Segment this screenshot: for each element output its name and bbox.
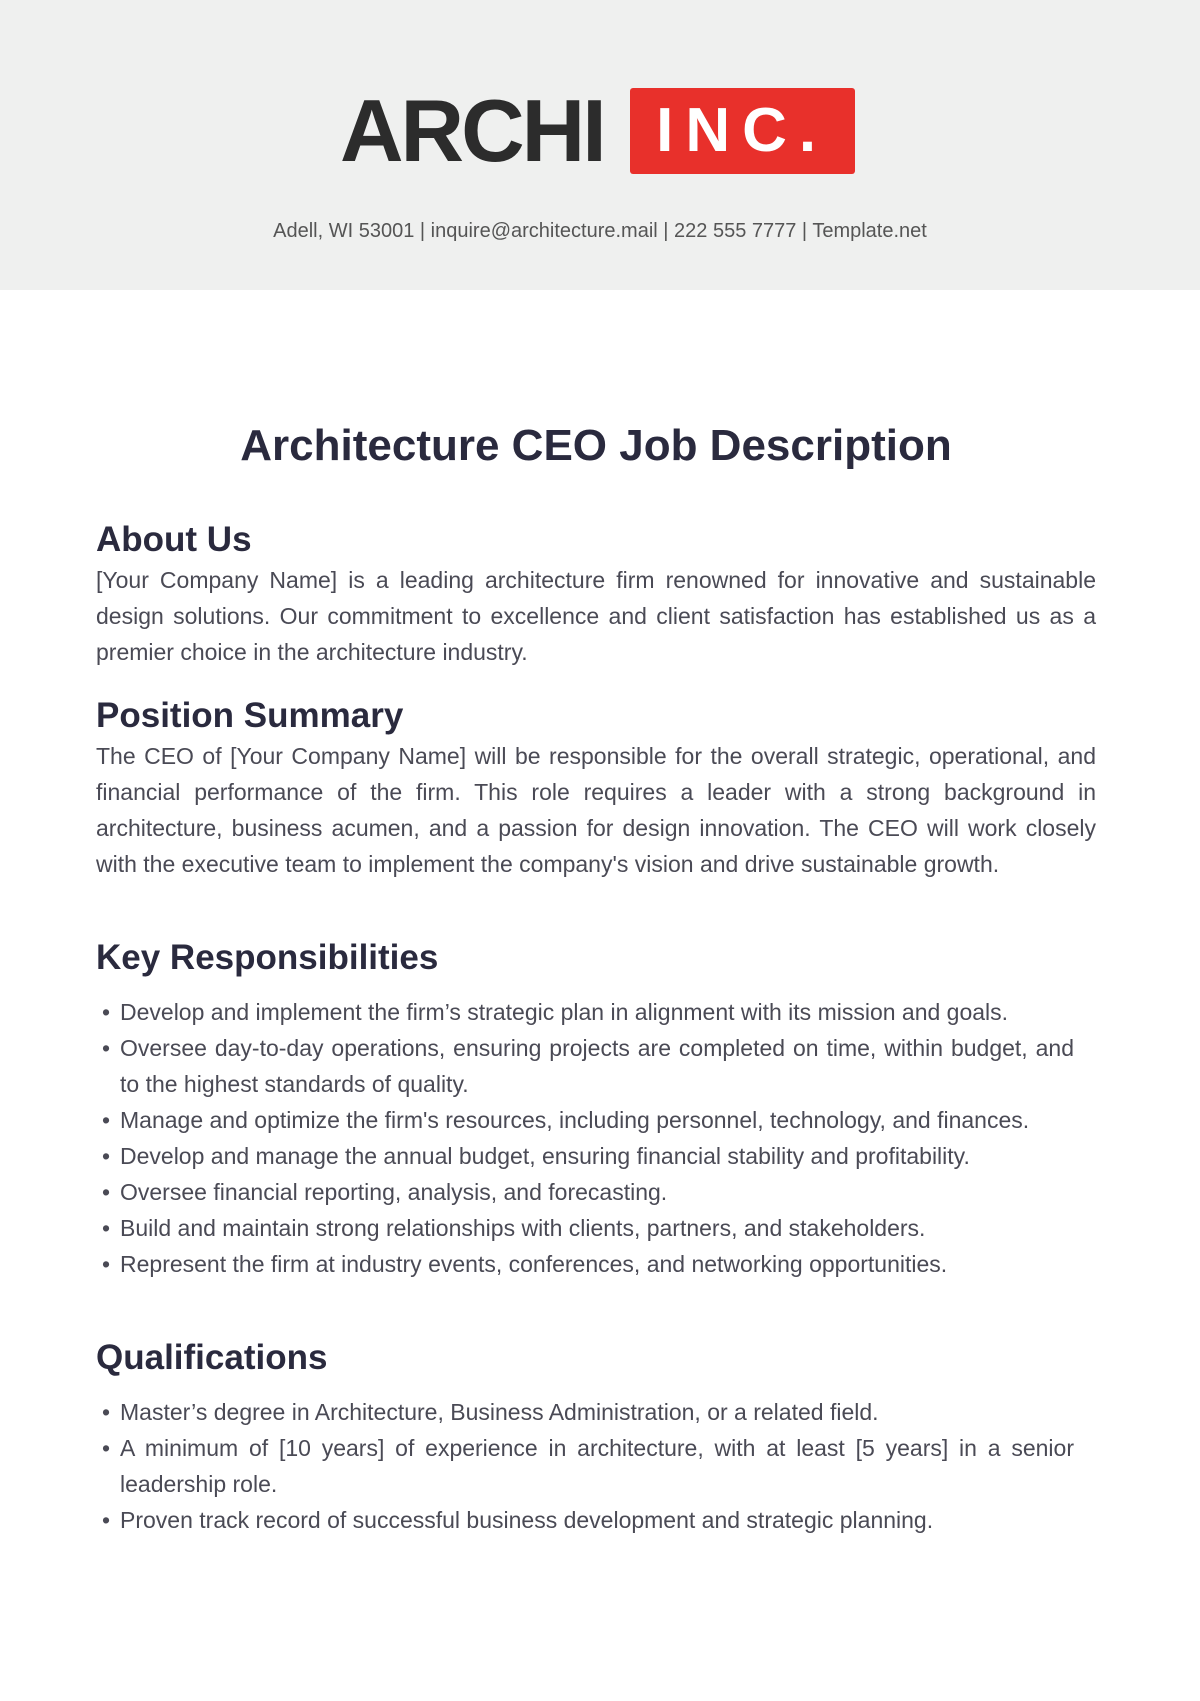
- document-body: [96, 290, 1096, 1538]
- document-title: Architecture CEO Job Description: [240, 421, 952, 470]
- list-item: • A minimum of [10 years] of experience in architecture, with at least [5 years] in a senior leadership role.: [96, 1430, 1074, 1502]
- contact-line: Adell, WI 53001 | inquire@architecture.mail | 222 555 7777 | Template.net: [273, 220, 927, 242]
- logo-badge: INC.: [630, 88, 855, 174]
- company-logo: [340, 81, 855, 180]
- section-heading-about: About Us: [96, 520, 252, 559]
- list-item: • Develop and implement the firm’s strategic plan in alignment with its mission and goals.: [96, 994, 1074, 1030]
- list-item: • Manage and optimize the firm's resources, including personnel, technology, and finances.: [96, 1102, 1074, 1138]
- qualifications-list: [96, 1394, 1074, 1538]
- logo-wordmark: ARCHI: [340, 81, 604, 180]
- list-item: • Develop and manage the annual budget, ensuring financial stability and profitability.: [96, 1138, 1074, 1174]
- section-heading-qualifications: Qualifications: [96, 1338, 328, 1377]
- letterhead: [0, 0, 1200, 290]
- responsibilities-list: [96, 994, 1074, 1282]
- section-text-about: [Your Company Name] is a leading architecture firm renowned for innovative and sustainable design solutions. Our commitment to excellence and client satisfaction has established us as a premier choice in the architecture industry.: [96, 567, 1096, 665]
- list-item: • Oversee financial reporting, analysis, and forecasting.: [96, 1174, 1074, 1210]
- list-item: • Represent the firm at industry events, conferences, and networking opportunities.: [96, 1246, 1074, 1282]
- section-text-position: The CEO of [Your Company Name] will be responsible for the overall strategic, operational, and financial performance of the firm. This role requires a leader with a strong background in architecture, business acumen, and a passion for design innovation. The CEO will work closely with the executive team to implement the company's vision and drive sustainable growth.: [96, 743, 1096, 877]
- list-item: • Master’s degree in Architecture, Business Administration, or a related field.: [96, 1394, 1074, 1430]
- list-item: • Proven track record of successful business development and strategic planning.: [96, 1502, 1074, 1538]
- section-heading-responsibilities: Key Responsibilities: [96, 938, 439, 977]
- section-heading-position: Position Summary: [96, 696, 404, 735]
- list-item: • Oversee day-to-day operations, ensuring projects are completed on time, within budget, and to the highest standards of quality.: [96, 1030, 1074, 1102]
- list-item: • Build and maintain strong relationships with clients, partners, and stakeholders.: [96, 1210, 1074, 1246]
